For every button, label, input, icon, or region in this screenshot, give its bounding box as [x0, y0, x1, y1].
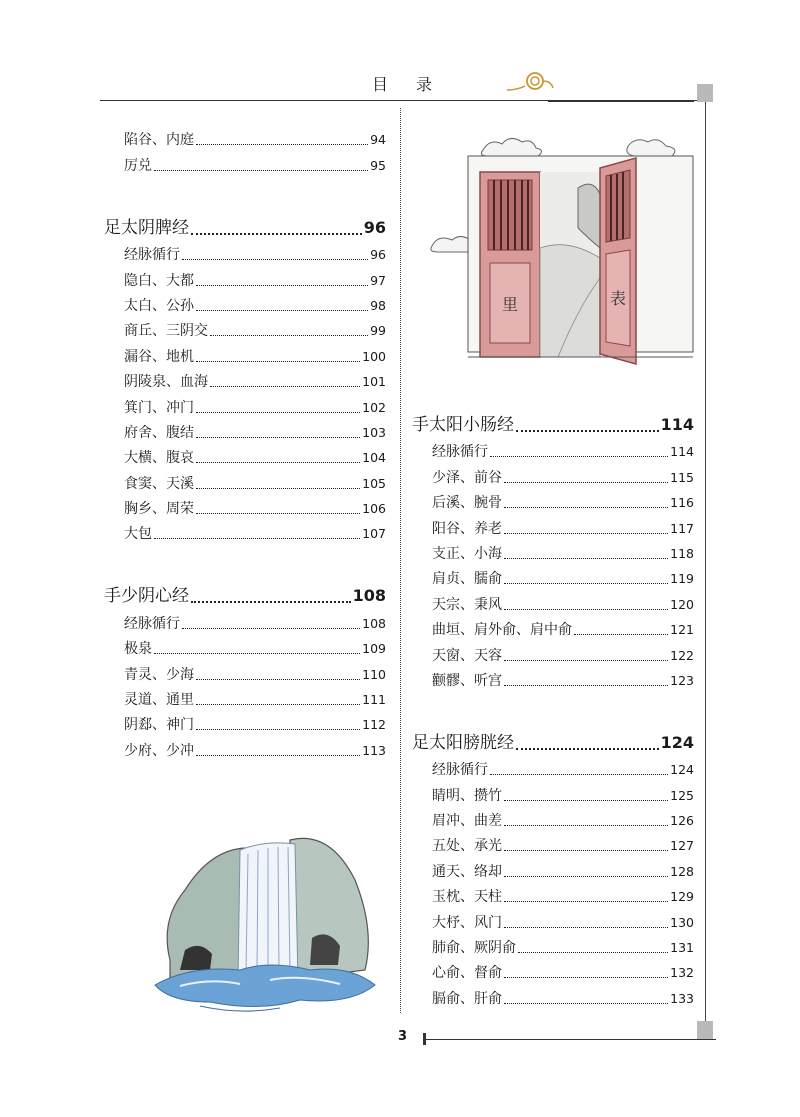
toc-entry[interactable]	[412, 805, 694, 830]
toc-entry-label: 大包	[124, 526, 152, 543]
toc-page-number: 123	[670, 672, 694, 688]
toc-page-number: 132	[670, 965, 694, 981]
toc-page-number: 105	[362, 475, 386, 491]
toc-entry-label: 大杼、风门	[432, 914, 502, 931]
toc-entry[interactable]	[412, 588, 694, 613]
toc-page-number: 130	[670, 914, 694, 930]
door-label-right: 表	[609, 289, 627, 308]
toc-entry[interactable]	[412, 830, 694, 855]
toc-entry[interactable]	[412, 461, 694, 486]
waterfall-illustration	[150, 820, 380, 1015]
toc-page-number: 116	[670, 495, 694, 511]
toc-entry-label: 食窦、天溪	[124, 475, 194, 492]
toc-entry[interactable]	[104, 734, 386, 759]
toc-entry[interactable]	[104, 658, 386, 683]
toc-page-number: 103	[362, 424, 386, 440]
toc-page-number: 100	[362, 348, 386, 364]
toc-entry-label: 极泉	[124, 641, 152, 658]
toc-entry[interactable]	[104, 366, 386, 391]
toc-entry[interactable]	[104, 290, 386, 315]
toc-entry[interactable]	[104, 264, 386, 289]
section-gap	[104, 543, 386, 577]
toc-entry-label: 天宗、秉风	[432, 596, 502, 613]
dot-leader	[191, 601, 351, 603]
toc-entry-label: 商丘、三阴交	[124, 323, 208, 340]
toc-entry[interactable]	[104, 149, 386, 174]
toc-page-number: 96	[363, 217, 386, 237]
toc-entry-label: 青灵、少海	[124, 666, 194, 683]
dot-leader	[196, 310, 368, 311]
dot-leader	[196, 513, 360, 514]
section-gap	[412, 690, 694, 724]
toc-page-number: 128	[670, 863, 694, 879]
toc-entry-label: 阳谷、养老	[432, 520, 502, 537]
page-number: 3	[398, 1029, 408, 1044]
toc-entry-label: 阴郄、神门	[124, 717, 194, 734]
toc-entry-label: 大横、腹哀	[124, 450, 194, 467]
toc-page-number: 104	[362, 450, 386, 466]
footer-rule	[426, 1039, 716, 1040]
toc-entry-label: 天窗、天容	[432, 647, 502, 664]
toc-entry[interactable]	[104, 417, 386, 442]
toc-page-number: 111	[362, 692, 386, 708]
page-title-char-1: 目	[372, 75, 389, 94]
toc-entry-label: 胸乡、周荣	[124, 501, 194, 518]
toc-entry[interactable]	[412, 906, 694, 931]
toc-page-number: 108	[362, 615, 386, 631]
toc-entry[interactable]	[412, 982, 694, 1007]
page-title	[372, 72, 432, 95]
toc-page-number: 99	[370, 323, 386, 339]
toc-entry-label: 陷谷、内庭	[124, 132, 194, 149]
toc-entry-label: 经脉循行	[124, 615, 180, 632]
toc-entry-label: 灵道、通里	[124, 692, 194, 709]
toc-page-number: 114	[660, 415, 694, 434]
toc-entry-label: 太白、公孙	[124, 297, 194, 314]
toc-entry-label: 曲垣、肩外俞、肩中俞	[432, 622, 572, 639]
dot-leader	[504, 533, 668, 534]
toc-entry[interactable]	[412, 957, 694, 982]
page-title-char-2: 录	[416, 75, 433, 94]
dot-leader	[504, 901, 668, 902]
toc-entry[interactable]	[104, 391, 386, 416]
toc-entry[interactable]	[412, 614, 694, 639]
dot-leader	[504, 507, 668, 508]
toc-right-column	[412, 406, 694, 1008]
toc-entry-label: 经脉循行	[124, 247, 180, 264]
toc-page-number: 101	[362, 374, 386, 390]
dot-leader	[182, 628, 360, 629]
toc-entry-label: 漏谷、地机	[124, 348, 194, 365]
toc-page-number: 117	[670, 520, 694, 536]
dot-leader	[210, 386, 360, 387]
toc-entry[interactable]	[412, 779, 694, 804]
toc-entry[interactable]	[104, 340, 386, 365]
toc-entry-label: 肩贞、臑俞	[432, 571, 502, 588]
toc-page-number: 115	[670, 469, 694, 485]
toc-entry-label: 阴陵泉、血海	[124, 374, 208, 391]
toc-page-number: 109	[362, 641, 386, 657]
dot-leader	[490, 456, 668, 457]
toc-entry-label: 颧髎、听宫	[432, 672, 502, 689]
dot-leader	[516, 748, 659, 750]
toc-entry[interactable]	[104, 315, 386, 340]
toc-entry[interactable]	[104, 684, 386, 709]
toc-entry[interactable]	[104, 607, 386, 632]
toc-entry[interactable]	[104, 239, 386, 264]
toc-entry[interactable]	[104, 493, 386, 518]
toc-entry[interactable]	[104, 442, 386, 467]
dot-leader	[516, 430, 659, 432]
toc-page-number: 124	[660, 732, 694, 752]
toc-entry[interactable]	[412, 932, 694, 957]
toc-page-number: 114	[670, 444, 694, 460]
toc-entry-label: 少府、少冲	[124, 742, 194, 759]
toc-entry-label: 眉冲、曲差	[432, 813, 502, 830]
section-gap	[104, 175, 386, 209]
toc-page-number: 125	[670, 787, 694, 803]
toc-entry[interactable]	[412, 563, 694, 588]
dot-leader	[504, 482, 668, 483]
toc-entry[interactable]	[412, 855, 694, 880]
dot-leader	[196, 462, 360, 463]
toc-entry[interactable]	[412, 538, 694, 563]
column-divider	[400, 108, 401, 1013]
header-rule-thick	[548, 100, 694, 102]
toc-page-number: 113	[362, 742, 386, 758]
toc-entry-label: 府舍、腹结	[124, 424, 194, 441]
toc-page-number: 96	[370, 247, 386, 263]
dot-leader	[196, 729, 360, 730]
toc-entry-label: 睛明、攒竹	[432, 787, 502, 804]
dot-leader	[504, 876, 668, 877]
dot-leader	[182, 259, 368, 260]
toc-page-number: 95	[370, 157, 386, 173]
toc-entry[interactable]	[412, 512, 694, 537]
dot-leader	[196, 412, 360, 413]
toc-page-number: 97	[370, 272, 386, 288]
toc-page-number: 120	[670, 596, 694, 612]
toc-page-number: 94	[370, 132, 386, 148]
toc-page-number: 98	[370, 297, 386, 313]
toc-entry[interactable]	[412, 639, 694, 664]
door-illustration	[428, 128, 698, 373]
dot-leader	[504, 927, 668, 928]
toc-entry-label: 足太阳膀胱经	[412, 732, 514, 753]
right-border	[705, 102, 706, 1022]
toc-entry-label: 手太阳小肠经	[412, 415, 514, 435]
toc-entry[interactable]	[104, 518, 386, 543]
toc-page-number: 107	[362, 526, 386, 542]
toc-left-column	[104, 124, 386, 760]
toc-page-number: 110	[362, 666, 386, 682]
toc-page-number: 127	[670, 838, 694, 854]
dot-leader	[196, 285, 368, 286]
toc-entry[interactable]	[412, 487, 694, 512]
toc-page-number: 108	[352, 586, 386, 606]
toc-page-number: 122	[670, 647, 694, 663]
toc-entry-label: 心俞、督俞	[432, 965, 502, 982]
toc-entry-label: 经脉循行	[432, 762, 488, 779]
toc-entry[interactable]	[412, 436, 694, 461]
dot-leader	[196, 437, 360, 438]
toc-page-number: 119	[670, 571, 694, 587]
toc-entry[interactable]	[104, 709, 386, 734]
dot-leader	[504, 800, 668, 801]
toc-page-number: 118	[670, 545, 694, 561]
toc-section-heading[interactable]	[412, 406, 694, 436]
toc-entry-label: 肺俞、厥阴俞	[432, 940, 516, 957]
toc-entry-label: 隐白、大都	[124, 272, 194, 289]
dot-leader	[210, 335, 368, 336]
toc-entry-label: 经脉循行	[432, 444, 488, 461]
toc-page-number: 133	[670, 990, 694, 1006]
corner-block-bottom	[697, 1021, 713, 1039]
toc-page-number: 124	[670, 762, 694, 778]
dot-leader	[574, 634, 668, 635]
toc-page-number: 126	[670, 813, 694, 829]
toc-section-heading[interactable]	[104, 209, 386, 239]
toc-entry-label: 五处、承光	[432, 838, 502, 855]
dot-leader	[504, 977, 668, 978]
dot-leader	[490, 774, 668, 775]
toc-page-number: 112	[362, 717, 386, 733]
dot-leader	[504, 850, 668, 851]
dot-leader	[504, 1003, 668, 1004]
toc-entry[interactable]	[412, 754, 694, 779]
toc-page-number: 121	[670, 622, 694, 638]
toc-page-number: 129	[670, 889, 694, 905]
door-label-left: 里	[501, 295, 519, 314]
dot-leader	[196, 755, 360, 756]
dot-leader	[196, 361, 360, 362]
toc-entry-label: 玉枕、天柱	[432, 889, 502, 906]
dot-leader	[196, 679, 360, 680]
dot-leader	[504, 609, 668, 610]
toc-section-heading[interactable]	[412, 724, 694, 754]
dot-leader	[504, 685, 668, 686]
dot-leader	[154, 170, 368, 171]
toc-entry-label: 膈俞、肝俞	[432, 990, 502, 1007]
dot-leader	[518, 952, 668, 953]
toc-entry-label: 手少阴心经	[104, 586, 189, 607]
corner-block-top	[697, 84, 713, 102]
dot-leader	[504, 825, 668, 826]
toc-entry[interactable]	[412, 665, 694, 690]
dot-leader	[196, 704, 360, 705]
toc-entry[interactable]	[412, 881, 694, 906]
toc-entry-label: 箕门、冲门	[124, 399, 194, 416]
toc-entry-label: 少泽、前谷	[432, 469, 502, 486]
toc-entry[interactable]	[104, 124, 386, 149]
toc-entry-label: 厉兑	[124, 157, 152, 174]
dot-leader	[504, 583, 668, 584]
dot-leader	[504, 660, 668, 661]
toc-entry-label: 后溪、腕骨	[432, 495, 502, 512]
toc-entry[interactable]	[104, 633, 386, 658]
dot-leader	[154, 653, 360, 654]
dot-leader	[196, 144, 368, 145]
toc-page-number: 106	[362, 501, 386, 517]
toc-page-number: 131	[670, 940, 694, 956]
cloud-swirl-icon	[505, 70, 555, 92]
dot-leader	[196, 488, 360, 489]
toc-entry-label: 支正、小海	[432, 545, 502, 562]
dot-leader	[191, 233, 362, 235]
toc-page-number: 102	[362, 399, 386, 415]
toc-entry[interactable]	[104, 467, 386, 492]
toc-entry-label: 通天、络却	[432, 863, 502, 880]
toc-entry-label: 足太阴脾经	[104, 217, 189, 238]
dot-leader	[504, 558, 668, 559]
dot-leader	[154, 538, 360, 539]
toc-section-heading[interactable]	[104, 577, 386, 607]
